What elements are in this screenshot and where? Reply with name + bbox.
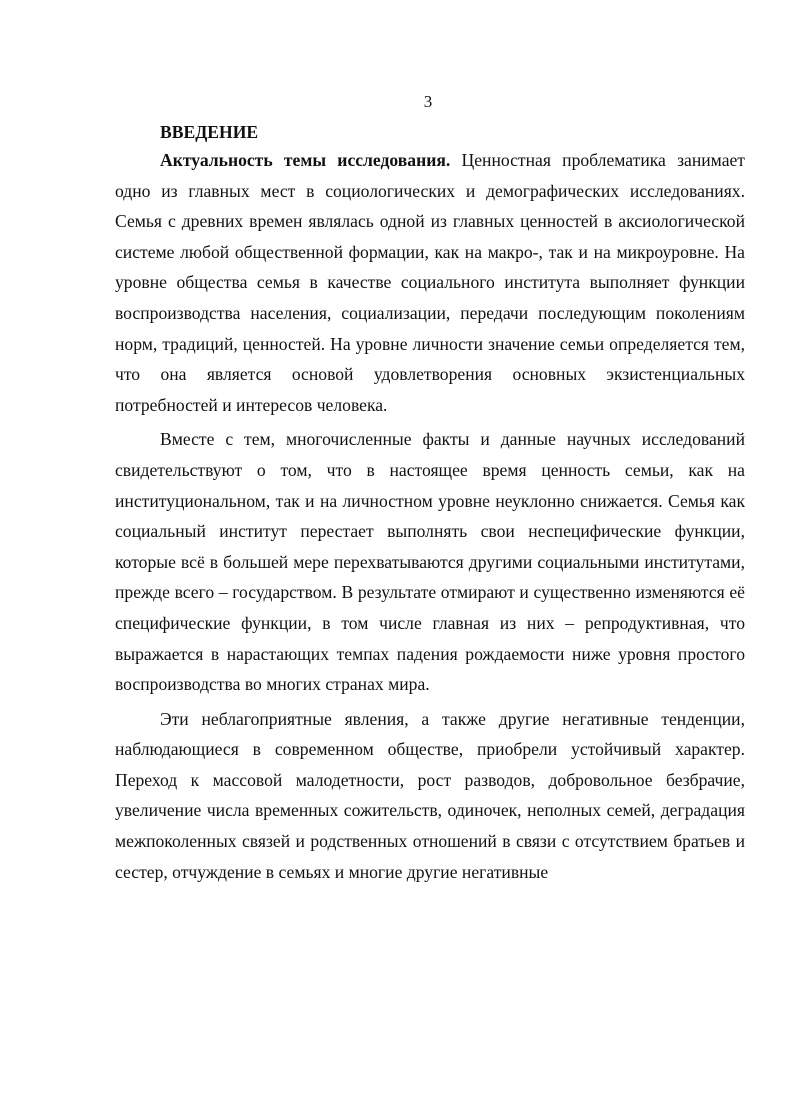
paragraph-negative-trends: Эти неблагоприятные явления, а также другие негативные тенденции, наблюдающиеся в современном обществе, приобрели устойчивый характер. Переход к массовой малодетности, рост разводов, добровольное безбрачие, увеличение числа временных сожительств, одиночек, неполных семей, деградация межпоколенных связей и родственных отношений в связи с отсутствием братьев и сестер, отчуждение в семьях и многие другие негативные: [115, 708, 745, 882]
section-heading: ВВЕДЕНИЕ: [160, 122, 259, 142]
paragraph-lead: Актуальность темы исследования.: [160, 150, 451, 170]
paragraph-text: Ценностная проблематика занимает одно из главных мест в социологических и демографических исследованиях. Семья с древних времен являлась одной из главных ценностей в аксиологической системе любой общественной формации, как на макро-, так и на микроуровне. На уровне общества семья в качестве социального института выполняет функции воспроизводства населения, социализации, передачи последующим поколениям норм, традиций, ценностей. На уровне личности значение семьи определяется тем, что она является основой удовлетворения основных экзистенциальных потребностей и интересов человека.: [115, 150, 745, 415]
paragraph-relevance: [115, 145, 745, 420]
page-number: 3: [423, 92, 433, 111]
paragraph-decline: Вместе с тем, многочисленные факты и данные научных исследований свидетельствуют о том, что в настоящее время ценность семьи, как на институциональном, так и на личностном уровне неуклонно снижается. Семья как социальный институт перестает выполнять свои неспецифические функции, которые всё в большей мере перехватываются другими социальными институтами, прежде всего – государством. В результате отмирают и существенно изменяются её специфические функции, в том числе главная из них – репродуктивная, что выражается в нарастающих темпах падения рождаемости ниже уровня простого воспроизводства во многих странах мира.: [115, 429, 745, 695]
page-body: [115, 119, 745, 887]
